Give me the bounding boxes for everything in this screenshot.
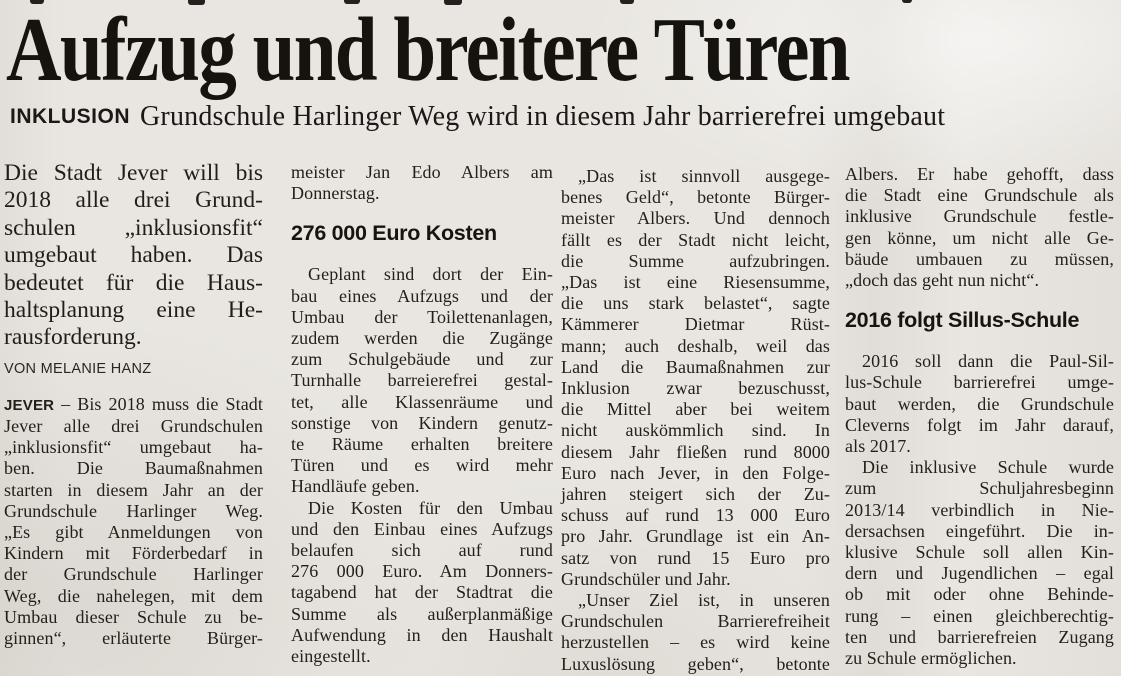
article-column-1 bbox=[4, 160, 263, 649]
text-line: pro Jahr. Grundlage ist ein An- bbox=[561, 526, 830, 547]
byline: VON MELANIE HANZ bbox=[4, 360, 152, 377]
text-line: baut werden, die Grundschule bbox=[845, 393, 1114, 414]
text-line: Donnerstag. bbox=[291, 183, 380, 204]
text-line: bau eines Aufzugs und der bbox=[291, 285, 553, 306]
text-line: 2013/14 verbindlich in Nie- bbox=[845, 499, 1114, 520]
text-line: die Mittel aber bei weitem bbox=[561, 399, 830, 420]
text-line: bäude umbauen zu müssen, bbox=[845, 248, 1114, 269]
text-line: ob mit oder ohne Behinde- bbox=[845, 584, 1114, 605]
lead-line: umgebaut haben. Das bbox=[4, 242, 263, 269]
text-line: Umbau dieser Schule zu be- bbox=[4, 606, 263, 627]
lead-line: bedeutet für die Haus- bbox=[4, 269, 263, 296]
kicker-label: INKLUSION bbox=[10, 105, 130, 128]
text-line: Turnhalle barreierefrei gestal- bbox=[291, 370, 553, 391]
lead-line: Die Stadt Jever will bis bbox=[4, 160, 263, 186]
text-line: satz von rund 15 Euro pro bbox=[561, 547, 830, 568]
text-line: Kindern mit Förderbedarf in bbox=[4, 543, 263, 564]
text-line: meister Albers. Und dennoch bbox=[561, 208, 830, 229]
text-line: Umbau der Toilettenanlagen, bbox=[291, 306, 553, 327]
text-line: Die Kosten für den Umbau bbox=[308, 497, 553, 518]
text-line: die Summe aufzubringen. bbox=[561, 250, 830, 271]
text-line: Inklusion zwar bezuschusst, bbox=[561, 378, 830, 399]
text-line: zudem werden die Zugänge bbox=[291, 328, 553, 349]
text-line: Kämmerer Dietmar Rüst- bbox=[561, 314, 830, 335]
text-line: Türen und es wird mehr bbox=[291, 455, 553, 476]
text-line: Grundschule Harlinger Weg. bbox=[4, 500, 263, 521]
text-line: ten und barrierefreien Zugang bbox=[845, 626, 1114, 647]
text-line: Jever alle drei Grundschulen bbox=[4, 416, 263, 437]
article-column-2 bbox=[291, 162, 553, 667]
text-line: „Unser Ziel ist, in unseren bbox=[578, 590, 830, 611]
text-line: 2016 soll dann die Paul-Sil- bbox=[862, 351, 1114, 372]
text-line: Grundschulen Barrierefreiheit bbox=[561, 611, 830, 632]
text-line: rung – einen gleichberechtig- bbox=[845, 605, 1114, 626]
text-line: ben. Die Baumaßnahmen bbox=[4, 458, 263, 479]
text-line: die Stadt eine Grundschule als bbox=[845, 185, 1114, 206]
text-line: Grundschüler und Jahr. bbox=[561, 568, 731, 589]
text-line: tagabend hat der Stadtrat die bbox=[291, 582, 553, 603]
text-line: „doch das geht nun nicht“. bbox=[845, 270, 1040, 291]
text-line: „Es gibt Anmeldungen von bbox=[4, 522, 263, 543]
text-line: Luxuslösung geben“, betonte bbox=[561, 653, 830, 674]
text-line: mann; auch deshalb, weil das bbox=[561, 335, 830, 356]
lead-line: rausforderung. bbox=[4, 324, 142, 351]
lead-line: schulen „inklusionsfit“ bbox=[4, 214, 263, 241]
text-line: tet, alle Klassenräume und bbox=[291, 391, 553, 412]
kicker-text: Grundschule Harlinger Weg wird in diesem Jahr barrierefrei umgebaut bbox=[140, 101, 946, 132]
text-line: jahren steigert sich der Zu- bbox=[561, 484, 830, 505]
text-line: diesem Jahr fließen rund 8000 bbox=[561, 441, 830, 462]
text-line: Albers. Er habe gehofft, dass bbox=[845, 164, 1114, 184]
lead-line: 2018 alle drei Grund- bbox=[4, 187, 263, 214]
text-line: der Grundschule Harlinger bbox=[4, 564, 263, 585]
text-line: Handläufe geben. bbox=[291, 476, 420, 497]
text-line: lus-Schule barrierefrei umge- bbox=[845, 372, 1114, 393]
dateline: JEVER bbox=[4, 396, 55, 414]
text-line: te Räume erhalten breitere bbox=[291, 434, 553, 455]
text-line: Euro nach Jever, in den Folge- bbox=[561, 462, 830, 483]
text-line: Summe als außerplanmäßige bbox=[291, 603, 553, 624]
lead-line: haltsplanung eine He- bbox=[4, 297, 263, 324]
text-line: Die inklusive Schule wurde bbox=[862, 457, 1114, 478]
text-line: gen könne, um nicht alle Ge- bbox=[845, 227, 1114, 248]
article-column-3 bbox=[561, 166, 830, 675]
text-line: ginnen“, erläuterte Bürger- bbox=[4, 628, 263, 649]
text-line: Cleverns folgt im Jahr darauf, bbox=[845, 414, 1114, 435]
text-line: Land die Baumaßnahmen zur bbox=[561, 356, 830, 377]
text-line: zu Schule ermöglichen. bbox=[845, 648, 1017, 669]
text-line: klusive Schule soll allen Kin- bbox=[845, 542, 1114, 563]
text-line: „inklusionsfit“ umgebaut ha- bbox=[4, 437, 263, 458]
text-line: JEVER – Bis 2018 muss die Stadt bbox=[4, 393, 263, 414]
text-line: meister Jan Edo Albers am bbox=[291, 162, 553, 182]
text-line: die uns stark belastet“, sagte bbox=[561, 293, 830, 314]
article-column-4 bbox=[845, 164, 1114, 669]
text-line: schuss auf rund 13 000 Euro bbox=[561, 505, 830, 526]
text-line: fällt es der Stadt nicht leicht, bbox=[561, 229, 830, 250]
text-line: zum Schuljahresbeginn bbox=[845, 478, 1114, 499]
text-line: zum Schulgebäude und zur bbox=[291, 349, 553, 370]
text-line: als 2017. bbox=[845, 436, 911, 457]
text-line: Weg, die nahelegen, mit dem bbox=[4, 585, 263, 606]
text-line: inklusive Grundschule festle- bbox=[845, 206, 1114, 227]
text-line: nicht auskömmlich sind. In bbox=[561, 420, 830, 441]
text-line: Geplant sind dort der Ein- bbox=[308, 264, 553, 285]
text-line: „Das ist eine Riesensumme, bbox=[561, 272, 830, 293]
text-line: eingestellt. bbox=[291, 646, 371, 667]
text-line: benes Geld“, betonte Bürger- bbox=[561, 187, 830, 208]
print-artifact bbox=[902, 0, 912, 3]
text-line: sonstige von Kindern genutz- bbox=[291, 412, 553, 433]
text-line: dern und Jugendlichen – egal bbox=[845, 563, 1114, 584]
text-line: herzustellen – es wird keine bbox=[561, 632, 830, 653]
text-line: Aufwendung in den Haushalt bbox=[291, 624, 553, 645]
text-line: 276 000 Euro. Am Donners- bbox=[291, 561, 553, 582]
headline: Aufzug und breitere Türen bbox=[6, 0, 849, 100]
text-line: belaufen sich auf rund bbox=[291, 540, 553, 561]
text-line: dersachsen eingeführt. Die in- bbox=[845, 520, 1114, 541]
text-line: „Das ist sinnvoll ausgege- bbox=[578, 166, 830, 186]
kicker bbox=[10, 101, 945, 133]
column-subhead: 276 000 Euro Kosten bbox=[291, 221, 497, 246]
text-line: und den Einbau eines Aufzugs bbox=[291, 518, 553, 539]
text-line: starten in diesem Jahr an der bbox=[4, 479, 263, 500]
column-subhead: 2016 folgt Sillus-Schule bbox=[845, 308, 1080, 333]
